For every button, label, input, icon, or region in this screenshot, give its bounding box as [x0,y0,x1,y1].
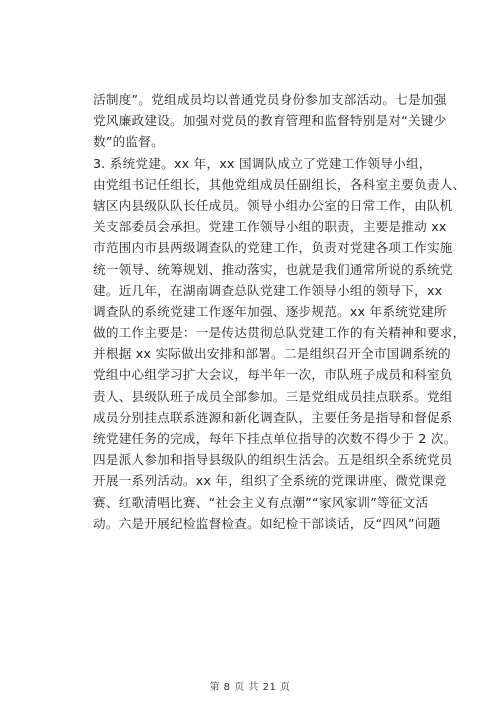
text-line: 并根据 xx 实际做出安排和部署。二是组织召开全市国调系统的 [93,346,451,362]
text-line: 成员分别挂点联系涟源和新化调查队，主要任务是指导和督促系 [93,409,453,425]
text-line: 数”的监督。 [93,134,164,150]
text-line: 3. 系统党建。xx 年，xx 国调队成立了党建工作领导小组， [93,155,432,171]
text-line: 关支部委员会承担。党建工作领导小组的职责，主要是推动 xx [93,219,447,235]
text-line: 活制度”。党组成员均以普通党员身份参加支部活动。七是加强 [93,92,447,107]
text-line: 党风廉政建设。加强对党员的教育管理和监督特别是对“关键少 [93,113,447,129]
text-line: 赛、红歌清唱比赛、“社会主义有点潮”“家风家训”等征文活 [93,494,429,510]
body-text [93,89,466,534]
text-line: 调查队的系统党建工作逐年加强、逐步规范。xx 年系统党建所 [93,303,447,319]
text-line: 开展一系列活动。xx 年，组织了全系统的党课讲座、微党课竞 [93,473,447,489]
text-line: 由党组书记任组长，其他党组成员任副组长，各科室主要负责人、 [93,176,466,192]
text-line: 动。六是开展纪检监督检查。如纪检干部谈话，反“四风”问题 [93,515,441,531]
text-line: 四是派人参加和指导县级队的组织生活会。五是组织全系统党员 [93,452,453,468]
page-number-footer: 第 8 页 共 21 页 [209,682,291,693]
text-line: 做的工作主要是：一是传达贯彻总队党建工作的有关精神和要求， [93,325,466,341]
text-line: 辖区内县级队队长任成员。领导小组办公室的日常工作，由队机 [93,197,453,213]
text-line: 市范围内市县两级调查队的党建工作，负责对党建各项工作实施 [93,240,453,256]
text-line: 统党建任务的完成，每年下挂点单位指导的次数不得少于 2 次。 [93,431,457,446]
text-line: 责人、县级队班子成员全部参加。三是党组成员挂点联系。党组 [93,388,453,404]
text-line: 统一领导、统筹规划、推动落实，也就是我们通常所说的系统党 [93,261,453,277]
text-line: 党组中心组学习扩大会议，每半年一次，市队班子成员和科室负 [93,367,453,383]
text-line: 建。近几年，在湖南调查总队党建工作领导小组的领导下，xx [93,282,443,298]
